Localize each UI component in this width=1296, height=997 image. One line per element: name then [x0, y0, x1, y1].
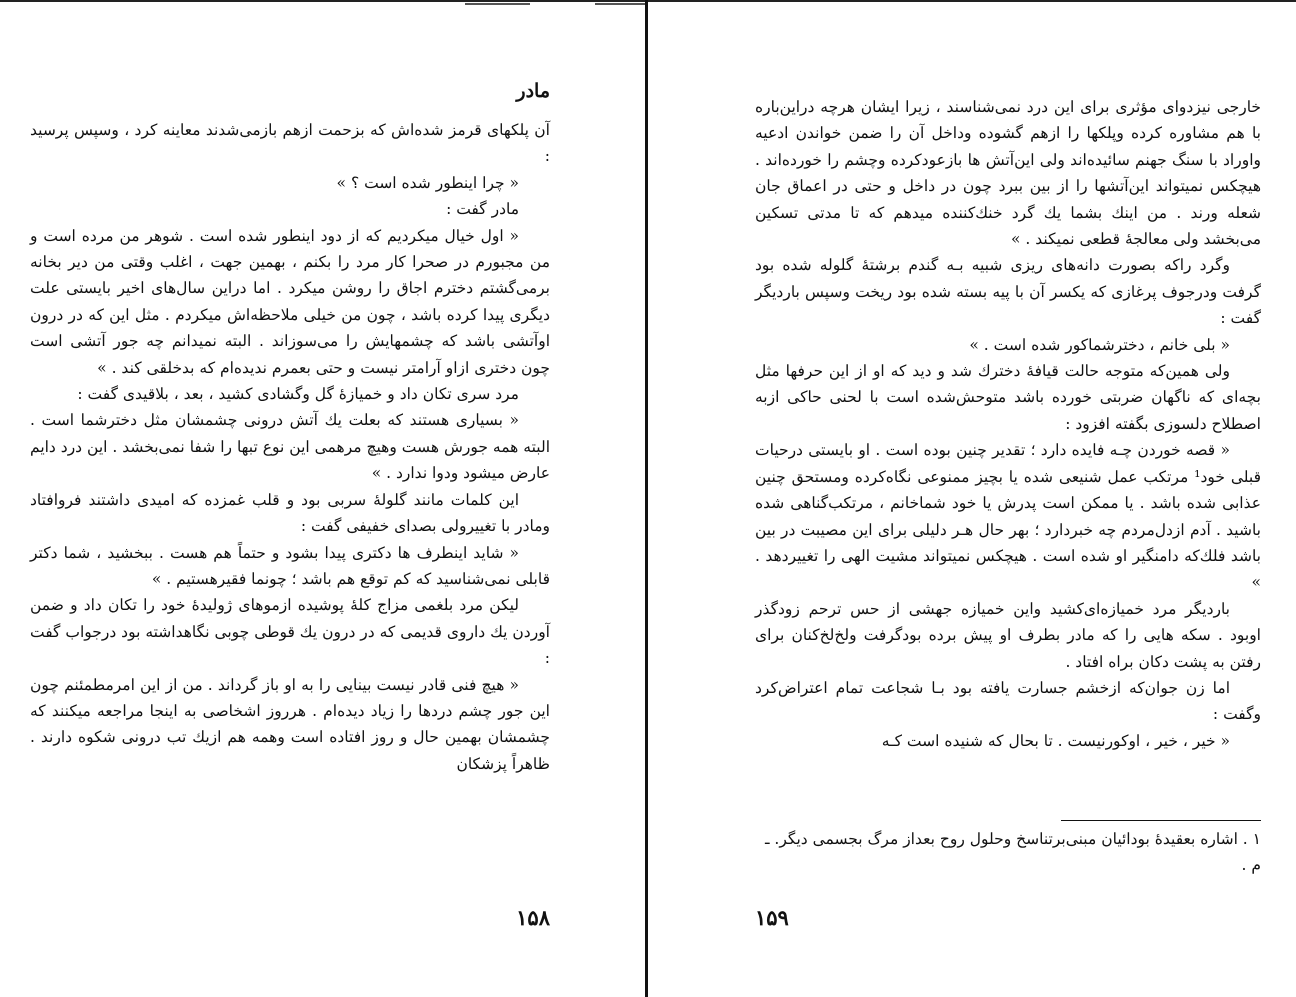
footnote-rule	[1061, 820, 1261, 821]
left-page-text	[30, 117, 550, 777]
running-title: مادر	[516, 80, 550, 102]
paragraph: آن پلکهای قرمز شده‌اش که بزحمت ازهم بازمی‌شدند معاینه کرد ، وسپس پرسید :	[30, 121, 550, 166]
paragraph: « بلی خانم ، دخترشماکور شده است . »	[969, 335, 1230, 354]
paragraph: « قصه خوردن چـه فایده دارد ؛ تقدیر چنین بوده است . او بایستی درحیات قبلی خود¹ مرتکب عمل شنیعی شده یا بچیز ممنوعی نگاه‌کرده ومستحق چنین عذابی شده باشد . یا ممکن است پدرش یا خود شماخانم ، مرتکب‌گناهی شده باشید . آدم ازدل‌مردم چه خبردارد ؛ بهر حال هـر دلیلی برای این مصیبت در بین باشد فلك‌که دامنگیر او شده است . هیچکس نمیتواند مشیت الهی را تغییردهد . »	[755, 441, 1262, 592]
paragraph: وگرد راکه بصورت دانه‌های ریزی شبیه بـه گندم برشتهٔ گلوله شده بود گرفت ودرجوف پرغازی که یکسر آن با پیه بسته شده بود ریخت وسپس باردیگر گفت :	[755, 256, 1261, 328]
right-page-text	[755, 94, 1261, 754]
paragraph: ولی همین‌که متوجه حالت قیافهٔ دخترك شد و دید که او از این حرفها مثل بچه‌ای که ناگهان ضربتی خورده باشد متوحش‌شده است با لحنی حاکی ازبه اصطلاح دلسوزی بگفته افزود :	[755, 362, 1261, 433]
paragraph: « شاید اینطرف ها دکتری پیدا بشود و حتماً هم هست . ببخشید ، شما دکتر قابلی نمی‌شناسید که کم توقع هم باشد ؛ چونما فقیرهستیم . »	[30, 543, 550, 588]
page-gutter-divider	[645, 0, 648, 997]
paragraph: « اول خیال میکردیم که از دود اینطور شده است . شوهر من مرده است و من مجبورم در صحرا کار مرد را بکنم ، بهمین جهت ، اغلب وقتی من دیر بخانه برمی‌گشتم دخترم اجاق را روشن میکرد . اما دراین سال‌های اخیر بایستی علت دیگری پیدا کرده باشد ، چون من خیلی ملاحظه‌اش میکردم . مثل این که در درون اوآتشی باشد که چشمهایش را می‌سوزاند . البته نمیدانم چه جور آتشی است چون دختری ازاو آرامتر نیست و حتی بعمرم ندیده‌ام که بدخلقی کند . »	[30, 226, 550, 377]
paragraph: « هیچ فنی قادر نیست بینایی را به او باز گرداند . من از این امرمطمئنم چون این جور چشم دردها را زیاد دیده‌ام . هرروز اشخاصی به اینجا مراجعه میکنند که چشمشان بهمین حال و روز افتاده است وهمه هم ازیك تب درونی شکوه دارند . ظاهراً پزشکان	[30, 675, 550, 773]
paragraph: مادر گفت :	[446, 200, 519, 219]
page-number: ۱۵۸	[516, 905, 550, 930]
paragraph: « بسیاری هستند که بعلت یك آتش درونی چشمشان مثل دخترشما است . البته همه جورش هست وهیچ مرهمی این نوع تبها را شفا نمی‌بخشد . این درد دایم عارض میشود ودوا ندارد . »	[30, 411, 550, 483]
paragraph: این کلمات مانند گلولهٔ سربی بود و قلب غمزده که امیدی داشتند فروافتاد ومادر با تغییرولی بصدای خفیفی گفت :	[30, 490, 550, 536]
paragraph: مرد سری تکان داد و خمیازهٔ گل وگشادی کشید ، بعد ، بلاقیدی گفت :	[77, 385, 519, 404]
paragraph: « چرا اینطور شده است ؟ »	[336, 173, 519, 192]
footnote: ۱ . اشاره بعقیدهٔ بودائیان مبنی‌برتناسخ وحلول روح بعداز مرگ بجسمی دیگر. ـ م .	[764, 830, 1261, 874]
top-mark	[595, 3, 645, 5]
paragraph: خارجی نیزدوای مؤثری برای این درد نمی‌شناسند ، زیرا ایشان هرچه دراین‌باره با هم مشاوره کرده وپلکها را ازهم گشوده وداخل آن را ضمن خواندن ادعیه واوراد با سنگ جهنم سائیده‌اند ولی این‌آتش ها بازعودکرده وچشم را خورده‌اند . هیچکس نمیتواند این‌آتشها را از بین ببرد چون در داخل و حتی در اعماق جان شعله ورند . من اینك بشما یك گرد خنك‌کننده میدهم که تا مدتی تسکین می‌بخشد ولی معالجهٔ قطعی نمیکند . »	[755, 98, 1261, 249]
page-number: ۱۵۹	[755, 905, 789, 930]
paragraph: لیکن مرد بلغمی مزاج کلهٔ پوشیده ازموهای ژولیدهٔ خود را تکان داد و ضمن آوردن یك داروی قدیمی که در درون یك قوطی چوبی نگاهداشته بود درجواب گفت :	[30, 596, 550, 668]
right-page	[745, 0, 1271, 997]
paragraph: باردیگر مرد خمیازه‌ای‌کشید واین خمیازه جهشی از حس ترحم زودگذر اوبود . سکه هایی را که مادر بطرف او پیش برده بودگرفت ولخ‌لخ‌کنان برای رفتن به پشت دکان براه افتاد .	[755, 599, 1261, 671]
paragraph: « خیر ، خیر ، اوکورنیست . تا بحال که شنیده است کـه	[881, 731, 1230, 750]
left-page	[20, 0, 560, 997]
paragraph: اما زن جوان‌که ازخشم جسارت یافته بود بـا شجاعت تمام اعتراض‌کرد وگفت :	[755, 678, 1261, 724]
